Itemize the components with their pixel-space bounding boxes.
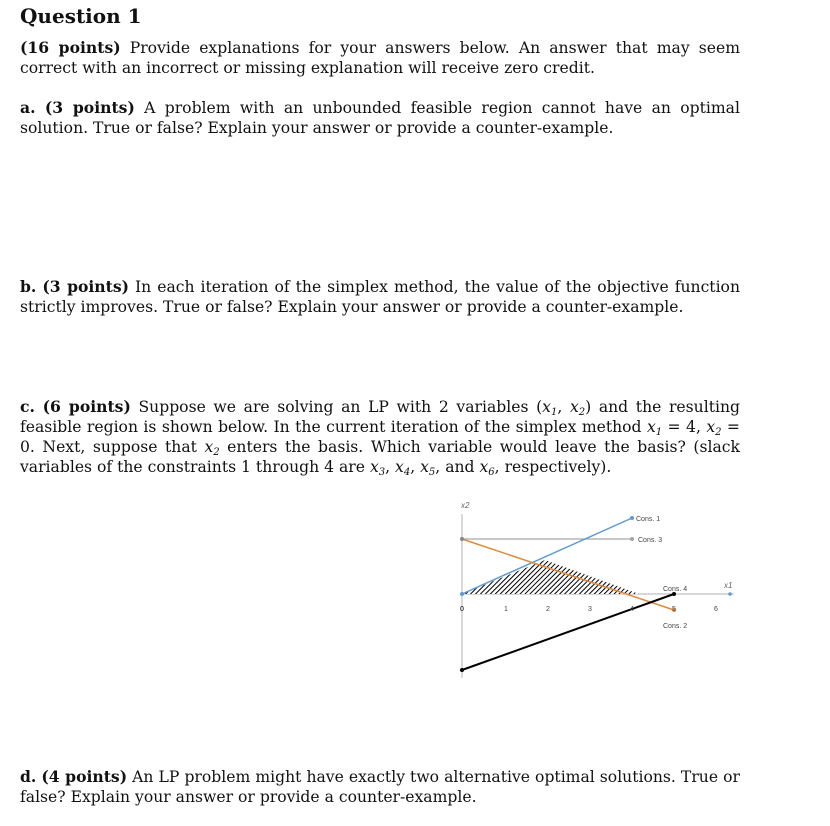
part-b-text: In each iteration of the simplex method, the value of the objective function strictly improves. True or false? Explain your answer or provide a counter-example. — [20, 278, 740, 316]
var-x2: $x_2$ — [569, 398, 586, 418]
var-x6: $x_6$ — [479, 458, 495, 478]
tick-label-1: 1 — [504, 606, 508, 613]
intro-text: Provide explanations for your answers below. An answer that may seem correct with an incorrect or missing explanation will receive zero credit. — [20, 39, 741, 77]
var-x4: $x_4$ — [395, 458, 411, 478]
cons4-line — [462, 594, 674, 670]
part-d-points: (4 points) — [41, 767, 128, 786]
x1-axis-end-marker — [728, 592, 732, 596]
tick-label-5: 5 — [672, 606, 676, 613]
var-x2-entering: $x_2$ — [204, 438, 220, 458]
feasible-region-figure — [452, 498, 744, 680]
var-x1-value: $x_1$ — [646, 418, 663, 438]
cons1-start-marker — [460, 592, 464, 596]
part-c-text-1: Suppose we are solving an LP with 2 variables ( — [138, 398, 543, 416]
x2-axis-label: x2 — [461, 501, 470, 510]
cons4-label: Cons. 4 — [663, 586, 688, 593]
intro-points: (16 points) — [20, 38, 121, 57]
part-d — [20, 767, 740, 807]
part-c: c. (6 points) Suppose we are solving an LP with 2 variables ($x_1$, $x_2$) and the resulting feasible region is shown below. In the current iteration of the simplex method $x_1 = 4$, $x_2 = 0$. Next, suppose that $x_2$ enters the basis. Which variable would leave the basis? (slack variables of the constraints 1 through 4 are $x_3$, $x_4$, $x_5$, and $x_6$, respectively). — [20, 397, 740, 478]
cons2-label: Cons. 2 — [663, 623, 688, 630]
question-title: Question 1 — [20, 4, 142, 28]
tick-label-6: 6 — [714, 606, 718, 613]
cons2-line — [462, 539, 674, 610]
part-c-label: c. — [20, 397, 35, 416]
x1-axis-label: x1 — [724, 581, 733, 590]
var-x1: $x_1$ — [542, 398, 558, 418]
tick-label-2: 2 — [546, 606, 550, 613]
part-b-label: b. — [20, 277, 37, 296]
part-a-text: A problem with an unbounded feasible region cannot have an optimal solution. True or false? Explain your answer or provide a counter-example. — [20, 99, 740, 137]
tick-label-4: 4 — [630, 606, 634, 613]
part-c-points: (6 points) — [42, 397, 131, 416]
cons3-end-marker — [630, 537, 634, 541]
question-intro — [20, 38, 740, 78]
cons3-start-marker — [460, 537, 464, 541]
tick-label-3: 3 — [588, 606, 592, 613]
part-d-label: d. — [20, 767, 37, 786]
part-b — [20, 277, 740, 317]
var-x2-value: $x_2$ — [706, 418, 722, 438]
var-x5: $x_5$ — [420, 458, 436, 478]
tick-label-0: 0 — [460, 606, 464, 613]
part-d-text: An LP problem might have exactly two alternative optimal solutions. True or false? Explain your answer or provide a counter-example. — [20, 768, 740, 806]
part-a-label: a. — [20, 98, 36, 117]
part-a — [20, 98, 740, 138]
cons3-label: Cons. 3 — [638, 537, 663, 544]
var-x3: $x_3$ — [369, 458, 386, 478]
cons4-start-marker — [460, 668, 464, 672]
cons1-end-marker — [630, 516, 634, 520]
part-a-points: (3 points) — [44, 98, 135, 117]
part-b-points: (3 points) — [42, 277, 129, 296]
cons1-label: Cons. 1 — [636, 516, 661, 523]
